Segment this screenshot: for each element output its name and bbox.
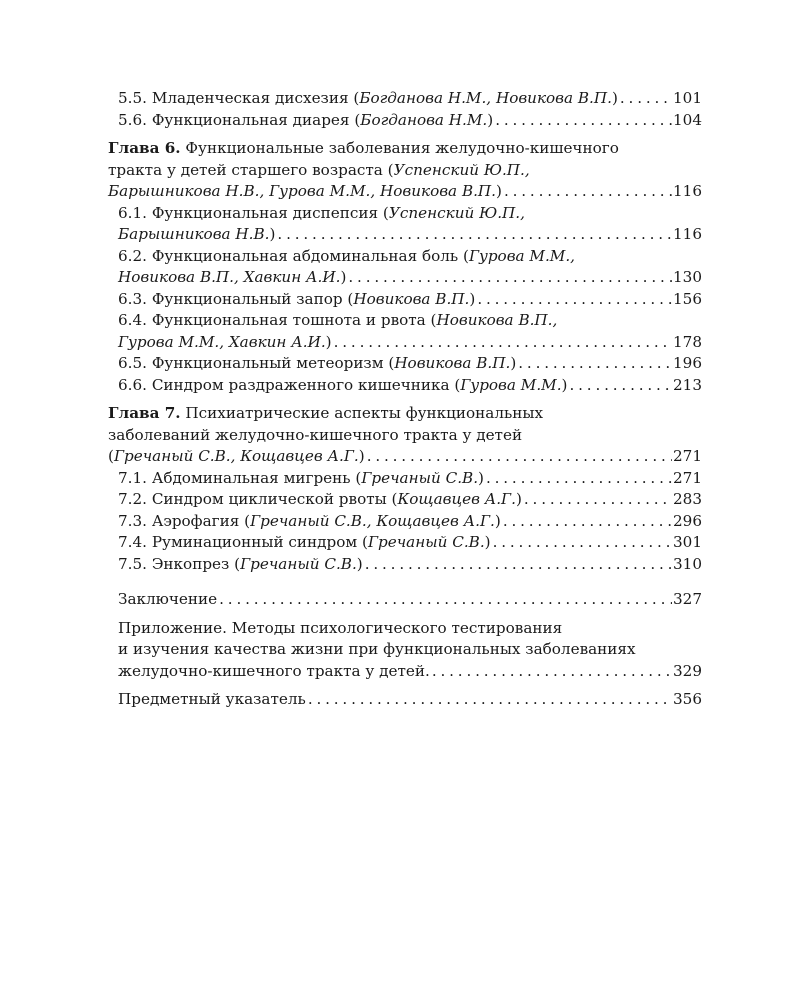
page-number: 310 [673, 554, 702, 573]
leader-dots [363, 554, 672, 576]
leader-dots [567, 375, 672, 397]
toc-appendix: Приложение. Методы психологического тестирования и изучения качества жизни при функциональных заболеваниях желудочно-кишечного тракта у детей. . . . 329 [108, 618, 702, 683]
toc-entry-6-5: 6.5. Функциональный метеоризм (Новикова В.П.) . . . 196 [108, 353, 702, 375]
page-number: 178 [673, 332, 702, 351]
page-number: 271 [673, 447, 702, 465]
leader-dots [491, 532, 672, 554]
page-number: 356 [673, 690, 702, 708]
leader-dots [618, 88, 672, 110]
toc-entry-7-1: 7.1. Абдоминальная мигрень (Гречаный С.В.) . . . 271 [108, 468, 702, 490]
leader-dots [501, 511, 672, 533]
leader-dots [332, 332, 672, 354]
page-number: 116 [673, 225, 702, 243]
toc-entry-5-6: 5.6. Функциональная диарея (Богданова Н.М.) . . . 104 [108, 110, 702, 132]
page-number: 301 [673, 533, 702, 551]
page-number: 130 [673, 268, 702, 286]
leader-dots [475, 289, 672, 311]
toc-entry-6-6: 6.6. Синдром раздраженного кишечника (Гурова М.М.) . . . 213 [108, 375, 702, 397]
toc-entry-7-3: 7.3. Аэрофагия (Гречаный С.В., Кощавцев А.Г.) . . . 296 [108, 511, 702, 533]
toc-entry-7-2: 7.2. Синдром циклической рвоты (Кощавцев А.Г.) . . . 283 [108, 489, 702, 511]
page-number: 296 [673, 511, 702, 530]
toc-entry-6-2: 6.2. Функциональная абдоминальная боль (Гурова М.М., Новикова В.П., Хавкин А.И.) . . . 130 [108, 246, 702, 289]
toc-entry-6-4: 6.4. Функциональная тошнота и рвота (Новикова В.П., Гурова М.М., Хавкин А.И.) . . . 178 [108, 310, 702, 353]
leader-dots [484, 468, 672, 490]
leader-dots [217, 589, 672, 611]
leader-dots [346, 267, 672, 289]
leader-dots [493, 110, 672, 132]
leader-dots [306, 689, 672, 711]
toc-entry-7-5: 7.5. Энкопрез (Гречаный С.В.) . . . 310 [108, 554, 702, 576]
page-number: 271 [673, 468, 702, 487]
page-number: 327 [673, 590, 702, 608]
toc-subject-index: Предметный указатель . . . 356 [108, 689, 702, 711]
page-number: 101 [673, 89, 702, 107]
chapter-label: Глава 7. [108, 404, 181, 422]
page-number: 116 [673, 182, 702, 200]
toc-entry-5-5: 5.5. Младенческая дисхезия (Богданова Н.М., Новикова В.П.) . . . 101 [108, 88, 702, 110]
chapter-label: Глава 6. [108, 139, 181, 157]
table-of-contents [108, 88, 702, 711]
toc-chapter-7: Глава 7. Психиатрические аспекты функциональных заболеваний желудочно-кишечного тракта у детей (Гречаный С.В., Кощавцев А.Г.) . . . 271 [108, 403, 702, 468]
page-number: 283 [673, 490, 702, 508]
leader-dots [516, 353, 672, 375]
page-number: 104 [673, 110, 702, 129]
leader-dots [275, 224, 672, 246]
leader-dots [522, 489, 672, 511]
leader-dots [365, 446, 672, 468]
page-number: 156 [673, 289, 702, 308]
page-number: 213 [673, 375, 702, 394]
toc-entry-7-4: 7.4. Руминационный синдром (Гречаный С.В.) . . . 301 [108, 532, 702, 554]
leader-dots [502, 181, 672, 203]
toc-entry-6-1: 6.1. Функциональная диспепсия (Успенский Ю.П., Барышникова Н.В.) . . . 116 [108, 203, 702, 246]
toc-chapter-6: Глава 6. Функциональные заболевания желудочно-кишечного тракта у детей старшего возраста (Успенский Ю.П., Барышникова Н.В., Гурова М.М., Новикова В.П.) . . . 116 [108, 138, 702, 203]
toc-entry-6-3: 6.3. Функциональный запор (Новикова В.П.) . . . 156 [108, 289, 702, 311]
toc-conclusion: Заключение . . . 327 [108, 589, 702, 611]
page-number: 329 [673, 661, 702, 680]
page-number: 196 [673, 354, 702, 372]
leader-dots [430, 661, 672, 683]
